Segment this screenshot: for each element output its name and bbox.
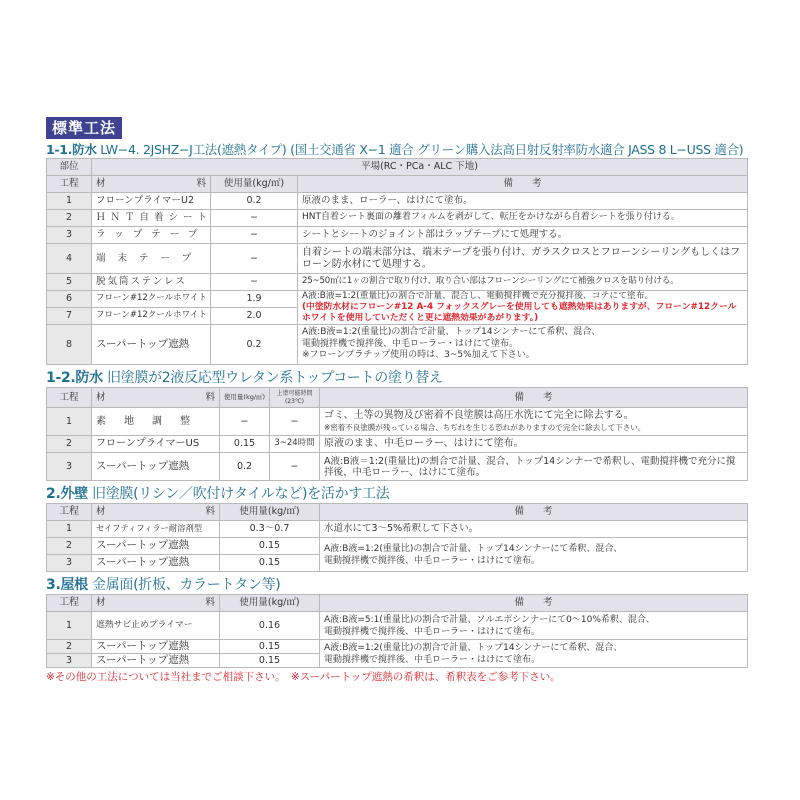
step: 4 [47,244,92,274]
header-material-right: 料 [205,597,215,609]
header-material-left: 材 [96,391,106,403]
header-row [47,176,748,193]
header-material [92,176,211,193]
section-title-3 [46,576,748,594]
usage: 0.15 [220,436,270,453]
material: スーパートップ遮熱 [92,538,220,555]
step: 3 [47,227,92,244]
header-material-right: 料 [205,506,215,518]
remarks-text: A液:B液=1:2(重量比)の割合で計量、混合し、電動撹拌機で充分撹拌後、コテにて塗布。 [302,291,654,301]
section-subtitle: LW−4. 2JSHZ−J工法(遮熱タイプ) (国土交通省 X−1 適合 グリーン購入法高日射反射率防水適合 JASS 8 L−USS 適合) [96,142,744,157]
remarks-note: ※密着不良塗膜が残っている場合、ちぢれを生じる恐れがありますので完全に除去して下さい。 [324,422,646,432]
material: フローン#12クールホワイト [92,291,211,308]
step: 8 [47,325,92,365]
header-material-left: 材 [96,178,106,190]
table-row [47,408,748,436]
usage: − [220,408,270,436]
usage: − [211,274,298,291]
remarks [298,325,748,365]
usage: 0.2 [211,325,298,365]
remarks-line: 電動撹拌機で撹拌後、中毛ローラー・はけにて塗布。 [324,555,541,566]
remarks: HNT自着シート裏面の離着フィルムを剥がして、転圧をかけながら自着シートを張り付ける。 [298,210,748,227]
section-subtitle: 旧塗膜が2液反応型ウレタン系トップコートの塗り替え [102,370,443,386]
header-usage: 使用量(kg/㎡) [220,388,270,408]
header-usage: 使用量(kg/㎡) [220,504,320,521]
usage: − [211,227,298,244]
remarks [320,612,748,640]
section-title-1-2 [46,369,748,387]
remarks-line: 電動撹拌機で撹拌後、中毛ローラー・はけにて塗布。 [324,626,541,637]
material: フローン#12クールホワイト [92,308,211,325]
material: フローンプライマーU2 [92,193,211,210]
step: 2 [47,538,92,555]
page-badge: 標準工法 [46,117,122,139]
table-row [47,521,748,538]
header-recoat-temp: (23℃) [284,397,305,405]
recoat-time: 3~24時間 [270,436,320,453]
table-row [47,612,748,640]
remarks [320,538,748,572]
header-remarks: 備 考 [298,176,748,193]
usage: 0.15 [220,654,320,668]
usage: 0.16 [220,612,320,640]
step: 2 [47,436,92,453]
header-remarks: 備 考 [320,388,748,408]
remarks-line: A液:B液=1:2(重量比)の割合で計量、トップ14シンナーにて希釈、混合、 [302,327,601,338]
header-remarks: 備 考 [320,595,748,612]
usage: 0.3〜0.7 [220,521,320,538]
site-label: 部位 [47,159,92,176]
remarks: 自着シートの端末部分は、端末テープを張り付け、ガラスクロスとフローンシーリングもしくはフローン防水材にて処理する。 [298,244,748,274]
header-material [92,388,220,408]
remarks-line: A液:B液=1:2(重量比)の割合で計量、トップ14シンナーにて希釈、混合、 [324,543,623,554]
remarks: A液:B液＝1:2(重量比)の割合で計量、混合、トップ14シンナーで希釈し、電動撹拌機で充分に撹拌後、中毛ローラー、はけにて塗布。 [320,453,748,481]
material: 脱気筒ステンレス [92,274,211,291]
usage: 0.2 [211,193,298,210]
step: 3 [47,654,92,668]
section-title-2 [46,485,748,503]
recoat-time: − [270,408,320,436]
remarks: 原液のまま、中毛ローラー、はけにて塗布。 [320,436,748,453]
remarks: 水道水にて3〜5%希釈して下さい。 [320,521,748,538]
header-row [47,388,748,408]
document [46,117,748,684]
table-row [47,274,748,291]
table-row [47,210,748,227]
step: 2 [47,210,92,227]
usage: 0.15 [220,555,320,572]
table-row [47,193,748,210]
section-number: 2.外壁 [46,486,88,502]
header-recoat [270,388,320,408]
section-subtitle: 旧塗膜(リシン／吹付けタイルなど)を活かす工法 [87,486,390,502]
header-step: 工程 [47,388,92,408]
header-step: 工程 [47,504,92,521]
material: フローンプライマーUS [92,436,220,453]
material: スーパートップ遮熱 [92,325,211,365]
header-usage: 使用量(kg/㎡) [211,176,298,193]
header-row [47,504,748,521]
header-material-left: 材 [96,506,106,518]
remarks [320,640,748,668]
step: 2 [47,640,92,654]
remarks-line: A液:B液=5:1(重量比)の割合で計量、ソルエポシンナーにて0〜10%希釈、混合、 [324,614,655,625]
usage: 0.15 [220,538,320,555]
header-material-left: 材 [96,597,106,609]
table-row [47,453,748,481]
remarks-warning: (中塗防水材にフローン#12 A-4 フォックスグレーを使用しても遮熱効果はありますが、フローン#12クールホワイトを使用していただくと更に遮熱効果があがります。) [302,302,737,323]
material: 素地調整 [92,408,220,436]
material: スーパートップ遮熱 [92,654,220,668]
table-3 [46,594,748,668]
section-number: 1-1.防水 [46,142,97,157]
section-subtitle: 金属面(折板、カラートタン等) [87,577,281,593]
remarks [320,408,748,436]
remarks: シートとシートのジョイント部はラップテープにて処理する。 [298,227,748,244]
step: 1 [47,193,92,210]
table-1-1 [46,158,748,365]
header-material [92,504,220,521]
section-number: 3.屋根 [46,577,88,593]
usage: − [211,244,298,274]
table-1-2 [46,387,748,481]
remarks-line: 電動撹拌機で撹拌後、中毛ローラー・はけにて塗布。 [324,654,541,665]
step: 3 [47,555,92,572]
remarks [298,291,748,325]
material: スーパートップ遮熱 [92,640,220,654]
usage: − [211,210,298,227]
material: スーパートップ遮熱 [92,555,220,572]
site-row [47,159,748,176]
material: ＨＮＴ自着シート [92,210,211,227]
header-usage: 使用量(kg/㎡) [220,595,320,612]
table-2 [46,503,748,572]
table-row [47,227,748,244]
step: 1 [47,612,92,640]
remarks-text: ゴミ、土等の異物及び密着不良塗膜は高圧水洗にて完全に除去する。 [324,410,634,421]
remarks: 原液のまま、ローラー、はけにて塗布。 [298,193,748,210]
material: スーパートップ遮熱 [92,453,220,481]
usage: 0.15 [220,640,320,654]
header-step: 工程 [47,176,92,193]
header-material [92,595,220,612]
step: 1 [47,521,92,538]
section-number: 1-2.防水 [46,370,103,386]
remarks-line: A液:B液=1:2(重量比)の割合で計量、トップ14シンナーにて希釈、混合、 [324,642,623,653]
step: 1 [47,408,92,436]
step: 3 [47,453,92,481]
section-title-1-1 [46,142,748,158]
material: ラップテープ [92,227,211,244]
material: 遮熱サビ止めプライマー [92,612,220,640]
table-row [47,538,748,555]
footnote: ※その他の工法については当社までご相談下さい。 ※スーパートップ遮熱の希釈は、希釈表をご参考下さい。 [46,671,561,683]
table-row [47,436,748,453]
table-row [47,325,748,365]
remarks-line: 電動撹拌機で撹拌後、中毛ローラー・はけにて塗布。 [302,338,519,349]
recoat-time: − [270,453,320,481]
usage: 0.2 [220,453,270,481]
step: 7 [47,308,92,325]
site-value: 平場(RC・PCa・ALC 下地) [92,159,748,176]
header-row [47,595,748,612]
usage: 1.9 [211,291,298,308]
material: セイフティフィラー耐溶剤型 [92,521,220,538]
header-recoat-label: 上塗可能時間 [276,389,313,397]
remarks: 25~50㎡に1ヶの割合で取り付け、取り合い部はフローンシーリングにて補強クロスを貼り付ける。 [298,274,748,291]
remarks-line: ※フローンプラチップ使用の時は、3~5%加えて下さい。 [302,350,535,361]
table-row [47,640,748,654]
header-material-right: 料 [205,391,215,403]
header-remarks: 備 考 [320,504,748,521]
header-material-right: 料 [196,178,206,190]
step: 6 [47,291,92,308]
table-row [47,291,748,308]
step: 5 [47,274,92,291]
material: 端末テープ [92,244,211,274]
usage: 2.0 [211,308,298,325]
header-step: 工程 [47,595,92,612]
table-row [47,244,748,274]
